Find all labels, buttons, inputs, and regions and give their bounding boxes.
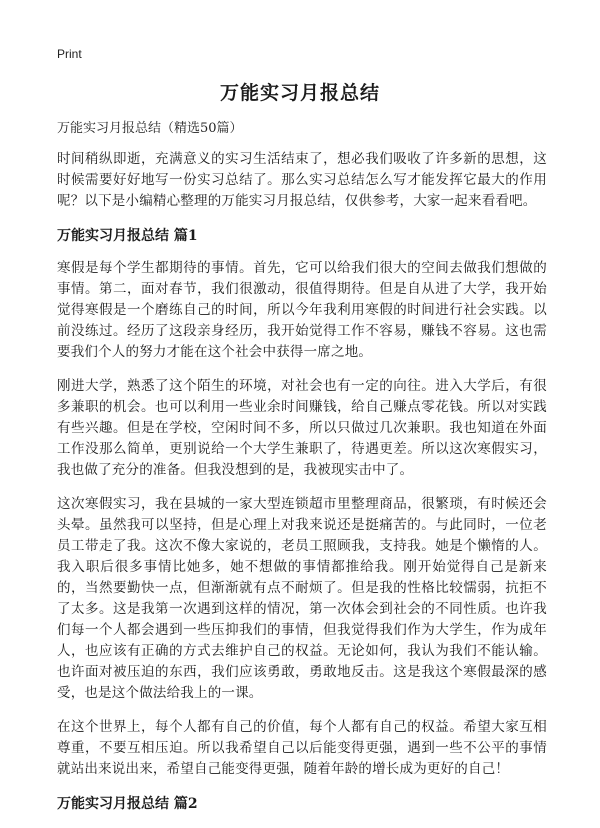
intro-paragraph: 时间稍纵即逝，充满意义的实习生活结束了，想必我们吸收了许多新的思想，这时候需要好好地写一份实习总结了。那么实习总结怎么写才能发挥它最大的作用呢？以下是小编精心整理的万能实习月报总结，仅供参考，大家一起来看看吧。 bbox=[57, 151, 547, 209]
print-link[interactable]: Print bbox=[57, 47, 82, 61]
page-title: 万能实习月报总结 bbox=[219, 82, 380, 104]
section-1-paragraph-4: 在这个世界上，每个人都有自己的价值，每个人都有自己的权益。希望大家互相尊重，不要互相压迫。所以我希望自己以后能变得更强，遇到一些不公平的事情就站出来说出来，希望自己能变得更强，随着年龄的增长成为更好的自己！ bbox=[57, 719, 547, 777]
section-heading-1: 万能实习月报总结 篇1 bbox=[57, 228, 198, 244]
document-subtitle: 万能实习月报总结（精选50篇） bbox=[57, 121, 243, 136]
section-1-paragraph-3: 这次寒假实习，我在县城的一家大型连锁超市里整理商品，很繁琐，有时候还会头晕。虽然我可以坚持，但是心理上对我来说还是挺痛苦的。与此同时，一位老员工带走了我。这次不像大家说的，老员工照顾我，支持我。她是个懒惰的人。我入职后很多事情比她多，她不想做的事情都推给我。刚开始觉得自己是新来的，当然要勤快一点，但渐渐就有点不耐烦了。但是我的性格比较懦弱，抗拒不了太多。这是我第一次遇到这样的情况，第一次体会到社会的不同性质。也许我们每一个人都会遇到一些压抑我们的事情，但我觉得我们作为大学生，作为成年人，也应该有正确的方式去维护自己的权益。无论如何，我认为我们不能认输。也许面对被压迫的东西，我们应该勇敢，勇敢地反击。这是我这个寒假最深的感受，也是这个做法给我上的一课。 bbox=[57, 496, 547, 701]
section-heading-2: 万能实习月报总结 篇2 bbox=[57, 796, 198, 812]
document-body bbox=[57, 119, 547, 826]
section-1-paragraph-2: 刚进大学，熟悉了这个陌生的环境，对社会也有一定的向往。进入大学后，有很多兼职的机会。也可以利用一些业余时间赚钱，给自己赚点零花钱。所以对实践有些兴趣。但是在学校，空闲时间不多，所以只做过几次兼职。我也知道在外面工作没那么简单，更别说给一个大学生兼职了，待遇更差。所以这次寒假实习，我也做了充分的准备。但我没想到的是，我被现实击中了。 bbox=[57, 378, 547, 478]
section-1-paragraph-1: 寒假是每个学生都期待的事情。首先，它可以给我们很大的空间去做我们想做的事情。第二，面对春节，我们很激动，很值得期待。但是自从进了大学，我开始觉得寒假是一个磨练自己的时间，所以今年我利用寒假的时间进行社会实践。以前没练过。经历了这段亲身经历，我开始觉得工作不容易，赚钱不容易。这也需要我们个人的努力才能在这个社会中获得一席之地。 bbox=[57, 260, 547, 360]
